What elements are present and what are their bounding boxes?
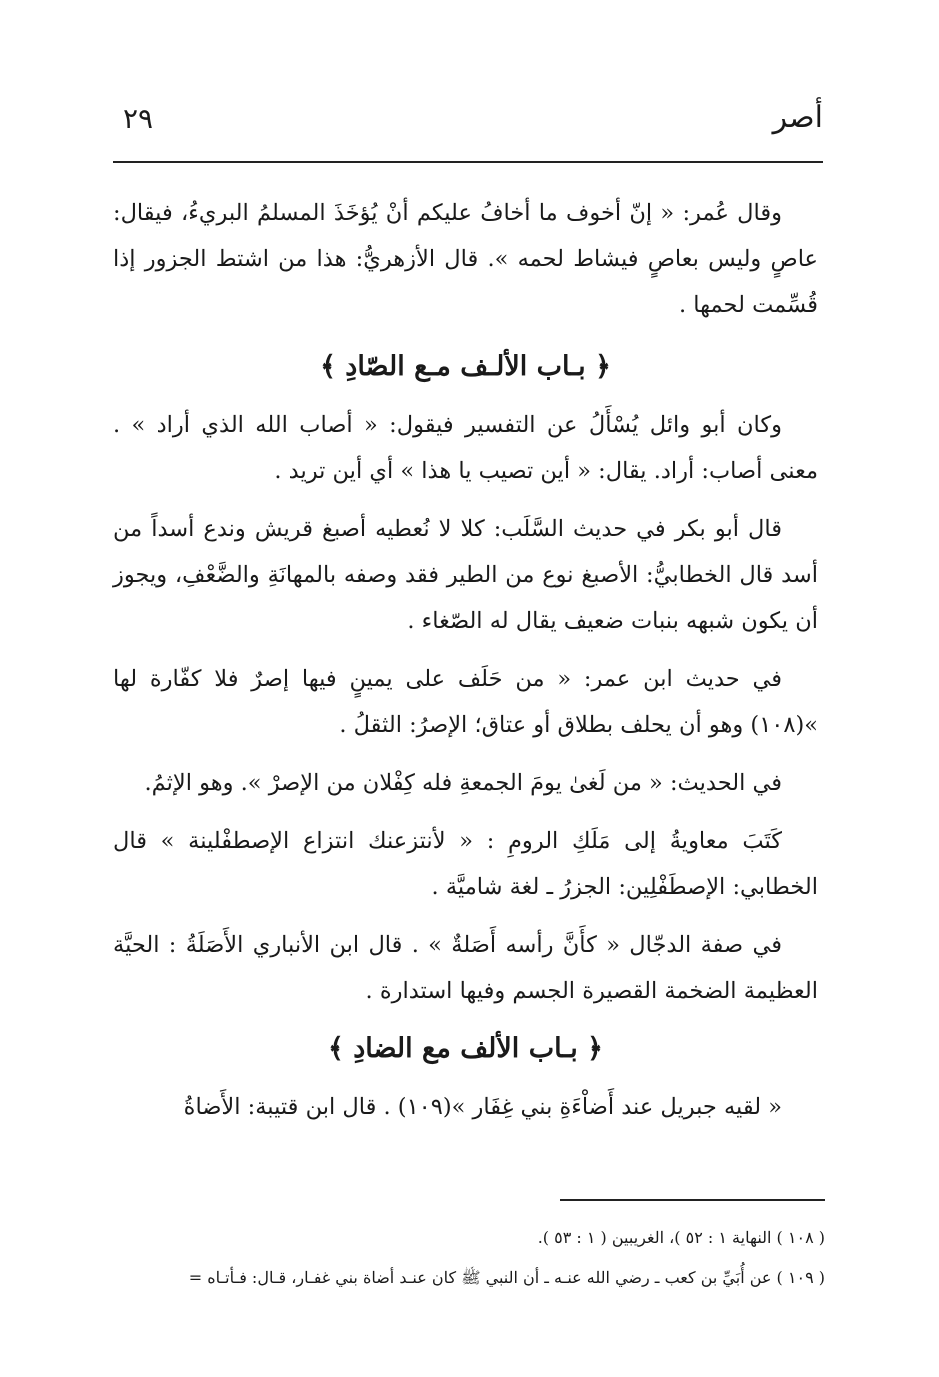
page-number: ٢٩: [123, 102, 154, 135]
header-divider: [113, 161, 823, 163]
footnote-108: ( ١٠٨ ) النهاية ١ : ٥٢ )، الغريبين ( ١ : ٥٣ ).: [537, 1228, 825, 1247]
footnotes: [90, 1218, 825, 1298]
footnote-divider: [560, 1199, 825, 1201]
page-header: [113, 100, 823, 150]
paragraph-jibril: « لقيه جبريل عند أَضاْءَةِ بني غِفَار »(١٠٩) . قال ابن قتيبة: الأَضاةُ: [183, 1094, 782, 1120]
paragraph-dajjal: في صفة الدجّال « كأَنَّ رأسه أَصَلةٌ » . قال ابن الأنباري الأَصَلَةُ : الحيَّة العظيمة الضخمة القصيرة الجسم وفيها استدارة .: [113, 932, 818, 1004]
paragraph-abu-bakr: قال أبو بكر في حديث السَّلَب: كلا لا نُعطيه أصبغ قريش وندع أسداً من أسد قال الخطابيُّ: الأصبغ نوع من الطير فقد وصفه بالمهانَةِ والضَّعْفِ، ويجوز أن يكون شبهه بنبات ضعيف يقال له الصّغاء .: [113, 516, 818, 634]
section-heading-alif-dad: ﴿ بـاب الألف مع الضادِ ﴾: [327, 1033, 603, 1064]
footnote-109: ( ١٠٩ ) عن أُبَيِّ بن كعب ـ رضي الله عنـه ـ أن النبي ﷺ كان عنـد أضاة بني غفـار، قـال: فـأتـاه =: [188, 1268, 825, 1287]
paragraph-abu-wail: وكان أبو وائل يُسْأَلُ عن التفسير فيقول: « أصاب الله الذي أراد » . معنى أصاب: أراد. يقال: « أين تصيب يا هذا » أي أين تريد .: [113, 412, 818, 484]
paragraph-muawiya: كَتَبَ معاويةُ إلى مَلَكِ الرومِ : « لأنتزعنك انتزاع الإصطفْلينة » قال الخطابي: الإصطَفْلِين: الجزرُ ـ لغة شاميَّة .: [113, 828, 818, 900]
paragraph-umar: وقال عُمر: « إنّ أخوف ما أخافُ عليكم أنْ يُؤخَذَ المسلمُ البريءُ، فيقال: عاصٍ وليس بعاصٍ فيشاط لحمه ». قال الأزهريُّ: هذا من اشتط الجزور إذا قُسِّمت لحمها .: [113, 200, 818, 318]
main-text: [113, 190, 818, 1142]
entry-word: أصر: [772, 100, 823, 135]
paragraph-hadith-jumua: في الحديث: « من لَغىٰ يومَ الجمعةِ فله كِفْلان من الإصرْ ». وهو الإثمُ.: [144, 770, 782, 796]
paragraph-ibn-umar: في حديث ابن عمر: « من حَلَف على يمينٍ فيها إصرٌ فلا كفّارة لها »(١٠٨) وهو أن يحلف بطلاق أو عتاق؛ الإصرُ: الثقلُ .: [113, 666, 818, 738]
section-heading-alif-sad: ﴿ بـاب الألـف مـع الصّادِ ﴾: [320, 351, 611, 382]
